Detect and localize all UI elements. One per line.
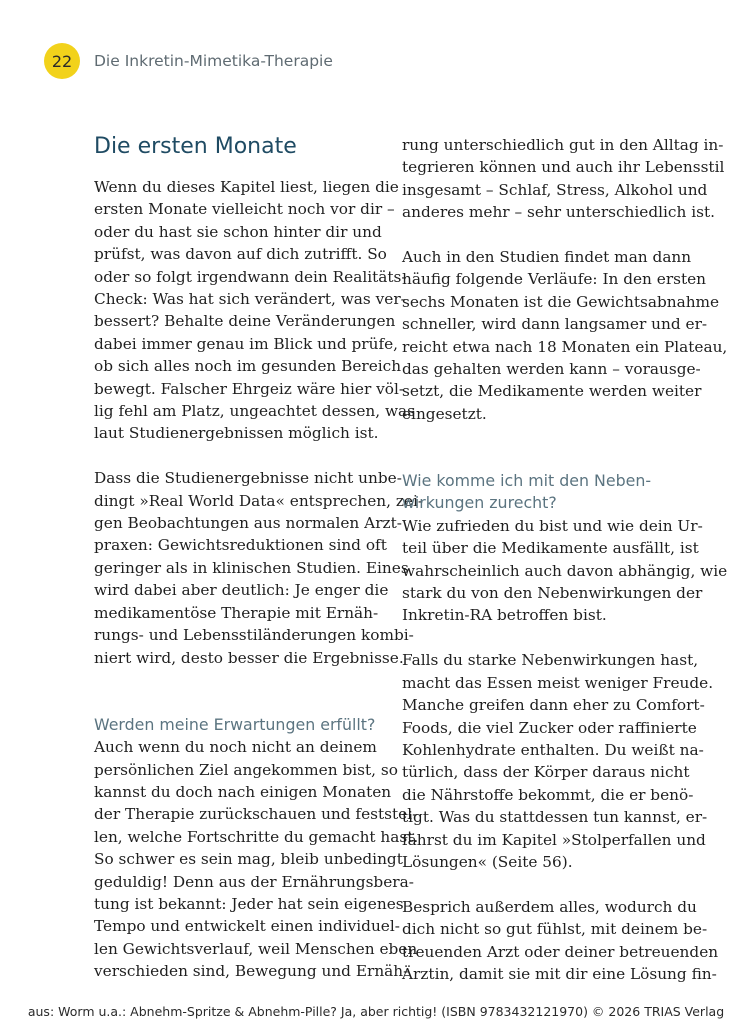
text-line: niert wird, desto besser die Ergebnisse. <box>94 648 404 667</box>
text-line: len Gewichtsverlauf, weil Menschen eben <box>94 939 418 958</box>
text-line: ob sich alles noch im gesunden Bereich <box>94 357 402 376</box>
text-line: die Nährstoffe bekommt, die er benö- <box>402 785 694 804</box>
text-line: treuenden Arzt oder deiner betreuenden <box>402 942 719 961</box>
section-heading: Die ersten Monate <box>94 134 297 159</box>
text-line: ersten Monate vielleicht noch vor dir – <box>94 200 395 219</box>
text-line: Inkretin-RA betroffen bist. <box>402 606 607 625</box>
text-line: Tempo und entwickelt einen individuel- <box>94 917 400 936</box>
paragraph <box>402 649 714 873</box>
subheading-line: wirkungen zurecht? <box>402 493 557 513</box>
text-line: dich nicht so gut fühlst, mit deinem be- <box>402 920 708 939</box>
text-line: dabei immer genau im Blick und prüfe, <box>94 334 399 353</box>
text-line: bewegt. Falscher Ehrgeiz wäre hier völ- <box>94 379 405 398</box>
text-line: Besprich außerdem alles, wodurch du <box>402 897 697 916</box>
text-line: türlich, dass der Körper daraus nicht <box>402 763 690 782</box>
text-line: oder so folgt irgendwann dein Realitäts- <box>94 267 407 286</box>
text-line: insgesamt – Schlaf, Stress, Alkohol und <box>402 180 708 199</box>
left-column <box>94 128 424 983</box>
text-line: macht das Essen meist weniger Freude. <box>402 673 714 692</box>
page-number-badge <box>44 43 80 79</box>
footer-source: aus: Worm u.a.: Abnehm-Spritze & Abnehm-Pille? Ja, aber richtig! (ISBN 9783432121970) © 2026 TRIAS Verlag <box>27 1004 725 1019</box>
text-line: praxen: Gewichtsreduktionen sind oft <box>94 536 387 555</box>
text-line: Lösungen« (Seite 56). <box>402 852 573 871</box>
text-line: setzt, die Medikamente werden weiter <box>402 382 702 401</box>
text-line: kannst du doch nach einigen Monaten <box>94 782 392 801</box>
right-column <box>402 134 728 985</box>
paragraph <box>402 134 725 224</box>
text-line: schneller, wird dann langsamer und er- <box>402 315 708 334</box>
paragraph <box>94 467 424 669</box>
text-line: reicht etwa nach 18 Monaten ein Plateau, <box>402 337 728 356</box>
text-line: prüfst, was davon auf dich zutrifft. So <box>94 245 387 264</box>
page-number: 22 <box>51 51 73 71</box>
paragraph <box>402 246 728 425</box>
text-line: medikamentöse Therapie mit Ernäh- <box>94 603 379 622</box>
text-line: Dass die Studienergebnisse nicht unbe- <box>94 469 402 488</box>
text-line: häufig folgende Verläufe: In den ersten <box>402 270 707 289</box>
text-line: oder du hast sie schon hinter dir und <box>94 222 382 241</box>
text-line: Auch in den Studien findet man dann <box>402 248 692 267</box>
text-line: Wie zufrieden du bist und wie dein Ur- <box>402 516 703 535</box>
subheading: Werden meine Erwartungen erfüllt? <box>94 714 376 734</box>
text-line: anderes mehr – sehr unterschiedlich ist. <box>402 203 715 222</box>
text-line: Check: Was hat sich verändert, was ver- <box>94 290 406 309</box>
paragraph <box>402 515 728 627</box>
subheading-line: Wie komme ich mit den Neben- <box>402 471 652 491</box>
text-line: bessert? Behalte deine Veränderungen <box>94 312 396 331</box>
text-line: geduldig! Denn aus der Ernährungsbera- <box>94 872 414 891</box>
text-line: stark du von den Nebenwirkungen der <box>402 584 703 603</box>
text-line: dingt »Real World Data« entsprechen, zei- <box>94 491 424 510</box>
paragraph <box>94 736 419 982</box>
text-line: tegrieren können und auch ihr Lebensstil <box>402 158 725 177</box>
text-line: geringer als in klinischen Studien. Eines <box>94 558 409 577</box>
paragraph <box>94 176 416 445</box>
text-line: wahrscheinlich auch davon abhängig, wie <box>402 561 728 580</box>
text-line: sechs Monaten ist die Gewichtsabnahme <box>402 292 720 311</box>
subheading <box>402 470 687 515</box>
running-head: Die Inkretin-Mimetika-Therapie <box>94 52 333 70</box>
text-line: rungs- und Lebensstiländerungen kombi- <box>94 626 414 645</box>
text-line: verschieden sind, Bewegung und Ernäh- <box>94 962 409 981</box>
text-line: len, welche Fortschritte du gemacht hast. <box>94 827 419 846</box>
text-line: gen Beobachtungen aus normalen Arzt- <box>94 514 402 533</box>
text-line: Falls du starke Nebenwirkungen hast, <box>402 651 699 670</box>
text-line: laut Studienergebnissen möglich ist. <box>94 424 379 443</box>
text-line: Kohlenhydrate enthalten. Du weißt na- <box>402 740 704 759</box>
text-line: der Therapie zurückschauen und feststel- <box>94 805 418 824</box>
text-line: teil über die Medikamente ausfällt, ist <box>402 539 699 558</box>
text-line: eingesetzt. <box>402 404 487 423</box>
text-line: das gehalten werden kann – vorausge- <box>402 360 701 379</box>
paragraph <box>402 896 719 986</box>
text-line: rung unterschiedlich gut in den Alltag in- <box>402 136 724 154</box>
text-line: Wenn du dieses Kapitel liest, liegen die <box>94 178 399 196</box>
text-line: Foods, die viel Zucker oder raffinierte <box>402 718 697 737</box>
text-line: Auch wenn du noch nicht an deinem <box>94 738 377 757</box>
text-line: So schwer es sein mag, bleib unbedingt <box>94 850 403 869</box>
text-line: Manche greifen dann eher zu Comfort- <box>402 696 705 715</box>
text-line: fährst du im Kapitel »Stolperfallen und <box>402 830 706 849</box>
text-line: tung ist bekannt: Jeder hat sein eigenes <box>94 894 404 913</box>
text-line: tigt. Was du stattdessen tun kannst, er- <box>402 808 708 827</box>
text-line: wird dabei aber deutlich: Je enger die <box>94 581 389 600</box>
text-line: lig fehl am Platz, ungeachtet dessen, was <box>94 402 416 421</box>
text-line: persönlichen Ziel angekommen bist, so <box>94 760 398 779</box>
text-line: Ärztin, damit sie mit dir eine Lösung fin- <box>402 964 717 983</box>
